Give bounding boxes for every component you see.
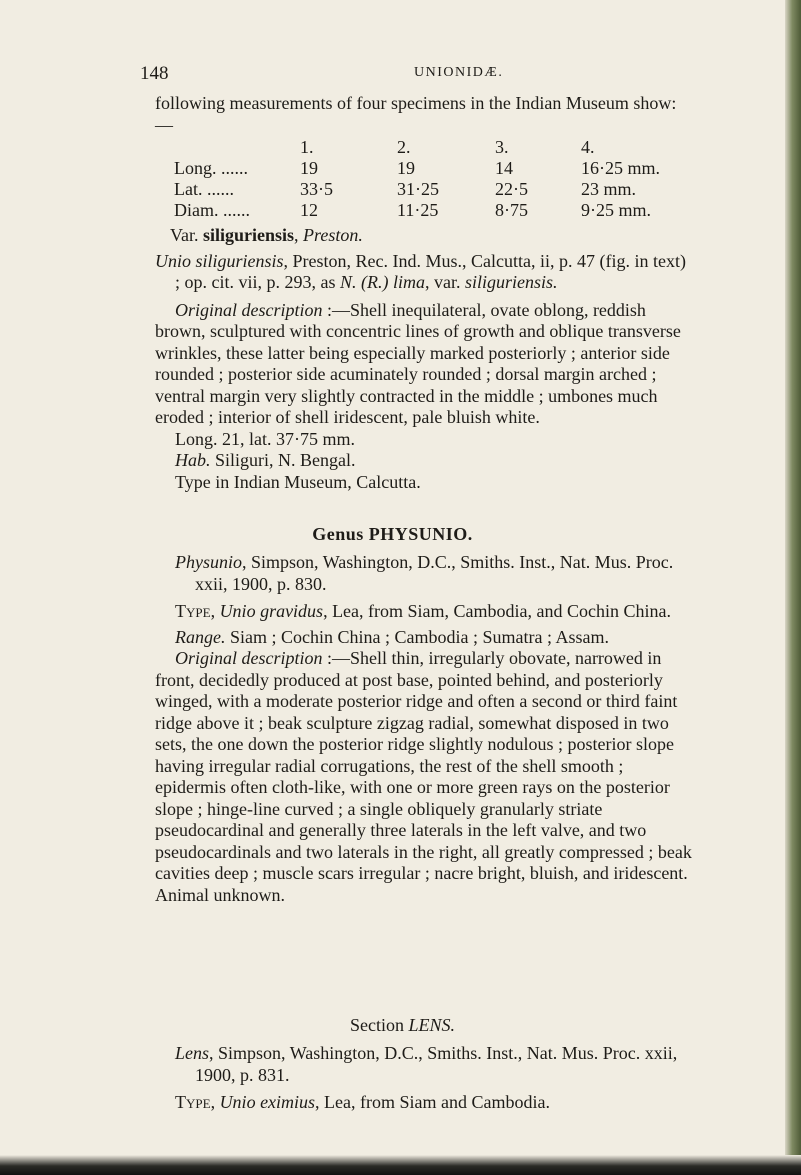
table-row <box>174 179 660 200</box>
table-row <box>174 200 660 221</box>
page-edge-right <box>785 0 801 1175</box>
table-cell: 8·75 <box>495 200 528 220</box>
type-name: Unio gravidus <box>219 601 324 621</box>
ref-name: Unio siliguriensis <box>155 250 284 271</box>
description-label: Original description <box>175 648 323 668</box>
variety-title <box>170 225 692 247</box>
genus-reference <box>175 552 692 595</box>
variety-habitat <box>155 450 692 472</box>
variety-section <box>155 225 692 493</box>
ref-text: , Preston, Rec. Ind. Mus., Calcutta, ii, p. 47 (fig. in text) ; op. cit. vii, p. 293, as <box>175 250 686 292</box>
ref-name-2: N. (R.) lima <box>340 272 425 292</box>
row-label: Lat. ...... <box>174 179 234 199</box>
genus-type <box>155 601 692 623</box>
table-cell: 16·25 mm. <box>581 158 660 178</box>
ref-text: , Simpson, Washington, D.C., Smiths. Inst., Nat. Mus. Proc. xxii, 1900, p. 831. <box>195 1043 678 1085</box>
variety-description <box>155 300 692 429</box>
table-cell: 23 mm. <box>581 179 637 199</box>
column-header <box>174 137 300 158</box>
genus-section <box>155 552 692 906</box>
type-label: Type <box>175 601 211 621</box>
intro-text: following measurements of four specimens in the Indian Museum show:— <box>155 93 677 135</box>
genus-heading-text: Genus PHYSUNIO. <box>312 524 473 544</box>
section-reference <box>175 1043 692 1086</box>
section-type <box>155 1092 692 1114</box>
section-heading-name: LENS. <box>408 1015 455 1035</box>
table-cell: 11·25 <box>397 200 439 220</box>
ref-name: Lens <box>175 1043 210 1063</box>
column-header: 2. <box>397 137 411 157</box>
row-label: Diam. ...... <box>174 200 250 220</box>
variety-title-prefix: Var. <box>170 225 203 245</box>
table-cell: 31·25 <box>397 179 439 199</box>
variety-type-location: Type in Indian Museum, Calcutta. <box>175 471 421 492</box>
table-row <box>174 158 660 179</box>
description-text: :—Shell inequilateral, ovate oblong, reddish brown, sculptured with concentric lines of growth and oblique transverse wrinkles, these latter being especially marked posteriorly ; anterior side rounded ; posterior side acuminately rounded ; dorsal margin arched ; ventral margin very slightly contracted in the middle ; umbones much eroded ; interior of shell iridescent, pale bluish white. <box>155 299 681 427</box>
section-heading <box>0 1015 795 1036</box>
column-header: 3. <box>495 137 509 157</box>
type-text: , Lea, from Siam and Cambodia. <box>315 1092 550 1112</box>
ref-text: , Simpson, Washington, D.C., Smiths. Inst., Nat. Mus. Proc. xxii, 1900, p. 830. <box>195 552 674 594</box>
genus-heading <box>0 524 785 545</box>
table-cell: 12 <box>300 200 318 220</box>
page-edge-bottom <box>0 1155 801 1175</box>
measurements-header-row <box>174 137 660 158</box>
variety-reference <box>155 251 692 294</box>
type-sep: , <box>210 601 220 621</box>
habitat-text: Siliguri, N. Bengal. <box>210 450 356 470</box>
table-cell: 19 <box>397 158 415 178</box>
ref-name: Physunio <box>175 552 242 572</box>
table-cell: 9·25 mm. <box>581 200 651 220</box>
variety-dimensions: Long. 21, lat. 37·75 mm. <box>175 428 355 449</box>
page-header <box>0 63 785 87</box>
description-text: :—Shell thin, irregularly obovate, narrowed in front, decidedly produced at post base, pointed behind, and posteriorly winged, with a moderate posterior ridge and often a second or third faint ridge above it ; beak sculpture zigzag radial, somewhat disposed in two sets, the one down the posterior ridge slightly nodulous ; posterior slope having irregular radial corrugations, the rest of the shell smooth ; epidermis often cloth-like, with one or more green rays on the posterior slope ; hinge-line curved ; a single obliquely granularly striate pseudocardinal and generally three laterals in the left valve, and two pseudocardinals and two laterals in the right, all greatly compressed ; beak cavities deep ; muscle scars irregular ; nacre bright, bluish, and iridescent. Animal unknown. <box>155 648 692 905</box>
type-text: , Lea, from Siam, Cambodia, and Cochin China. <box>323 601 671 621</box>
variety-title-name: siliguriensis <box>203 225 295 245</box>
running-head: UNIONIDÆ. <box>414 65 504 80</box>
section-heading-prefix: Section <box>349 1015 409 1035</box>
genus-range <box>155 627 692 649</box>
habitat-label: Hab. <box>175 450 211 470</box>
column-header: 4. <box>581 137 595 157</box>
range-text: Siam ; Cochin China ; Cambodia ; Sumatra ; Assam. <box>225 626 609 647</box>
variety-title-sep: , <box>294 225 304 245</box>
description-label: Original description <box>175 299 323 320</box>
type-name: Unio eximius <box>219 1092 316 1112</box>
page-number: 148 <box>140 63 169 84</box>
table-cell: 22·5 <box>495 179 528 199</box>
row-label: Long. ...... <box>174 158 248 178</box>
type-sep: , <box>210 1092 220 1112</box>
range-label: Range. <box>175 626 226 647</box>
ref-name-3: siliguriensis. <box>465 272 558 292</box>
table-cell: 19 <box>300 158 318 178</box>
table-cell: 14 <box>495 158 513 178</box>
section-lens <box>155 1043 692 1114</box>
table-cell: 33·5 <box>300 179 333 199</box>
variety-title-author: Preston. <box>303 225 363 245</box>
type-label: Type <box>175 1092 211 1112</box>
genus-description <box>155 648 692 906</box>
measurements-table <box>174 137 660 221</box>
intro-paragraph <box>155 93 692 136</box>
ref-text-2: , var. <box>425 272 465 292</box>
column-header: 1. <box>300 137 314 157</box>
